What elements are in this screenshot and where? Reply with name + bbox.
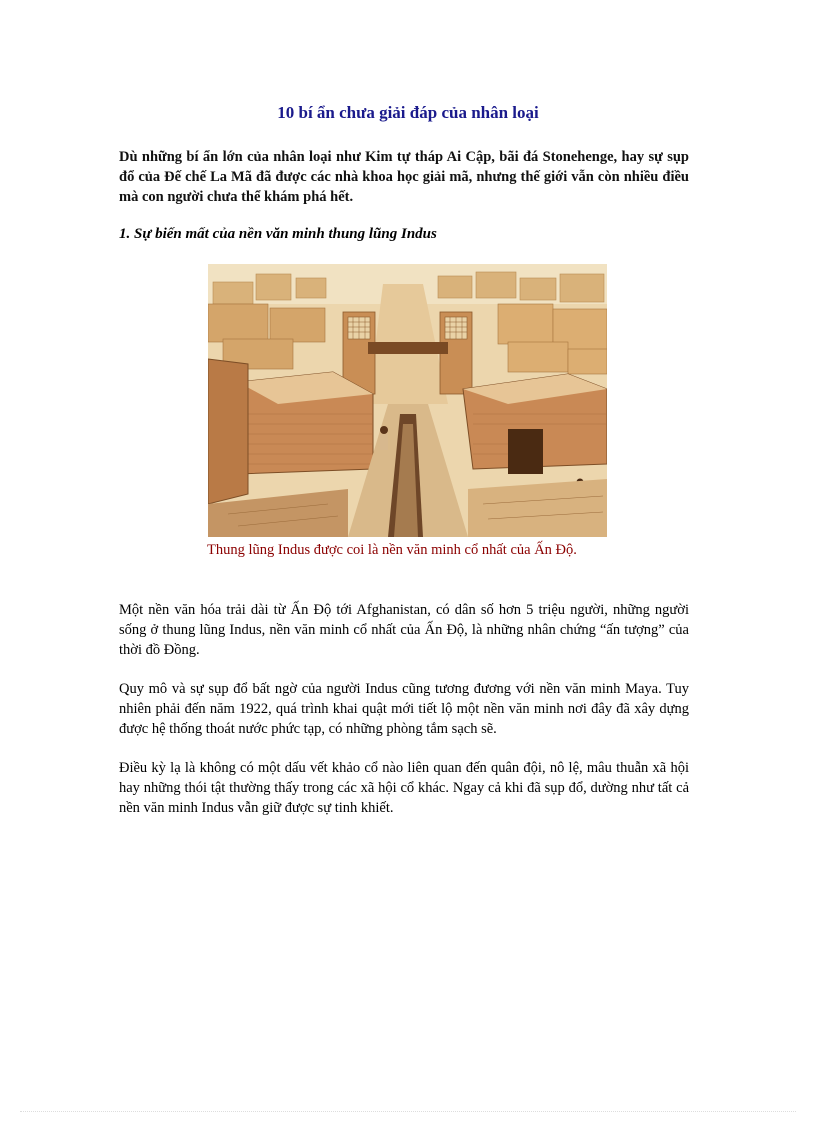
section-heading: 1. Sự biến mất của nền văn minh thung lũng Indus [119, 226, 437, 242]
figure-caption: Thung lũng Indus được coi là nền văn minh cổ nhất của Ấn Độ. [207, 542, 577, 558]
body-paragraph: Một nền văn hóa trải dài từ Ấn Độ tới Afghanistan, có dân số hơn 5 triệu người, những người sống ở thung lũng Indus, nền văn minh cổ nhất của Ấn Độ, là những nhân chứng “ấn tượng” của thời đồ Đồng. [119, 602, 689, 658]
page-title: 10 bí ẩn chưa giải đáp của nhân loại [277, 103, 539, 122]
page-bottom-divider [20, 1111, 796, 1112]
body-paragraph: Quy mô và sự sụp đổ bất ngờ của người Indus cũng tương đương với nền văn minh Maya. Tuy nhiên phải đến năm 1922, quá trình khai quật mới tiết lộ một nền văn minh nơi đây đã xây dựng được hệ thống thoát nước phức tạp, có những phòng tắm sạch sẽ. [119, 681, 689, 737]
indus-city-illustration [208, 264, 607, 537]
body-paragraph: Điều kỳ lạ là không có một dấu vết khảo cổ nào liên quan đến quân đội, nô lệ, mâu thuẫn xã hội hay những thói tật thường thấy trong các xã hội cổ khác. Ngay cả khi đã sụp đổ, dường như tất cả nền văn minh Indus vẫn giữ được sự tinh khiết. [119, 760, 689, 816]
intro-paragraph: Dù những bí ẩn lớn của nhân loại như Kim tự tháp Ai Cập, bãi đá Stonehenge, hay sự sụp đổ của Đế chế La Mã đã được các nhà khoa học giải mã, nhưng thế giới vẫn còn nhiều điều mà con người chưa thể khám phá hết. [119, 149, 689, 205]
